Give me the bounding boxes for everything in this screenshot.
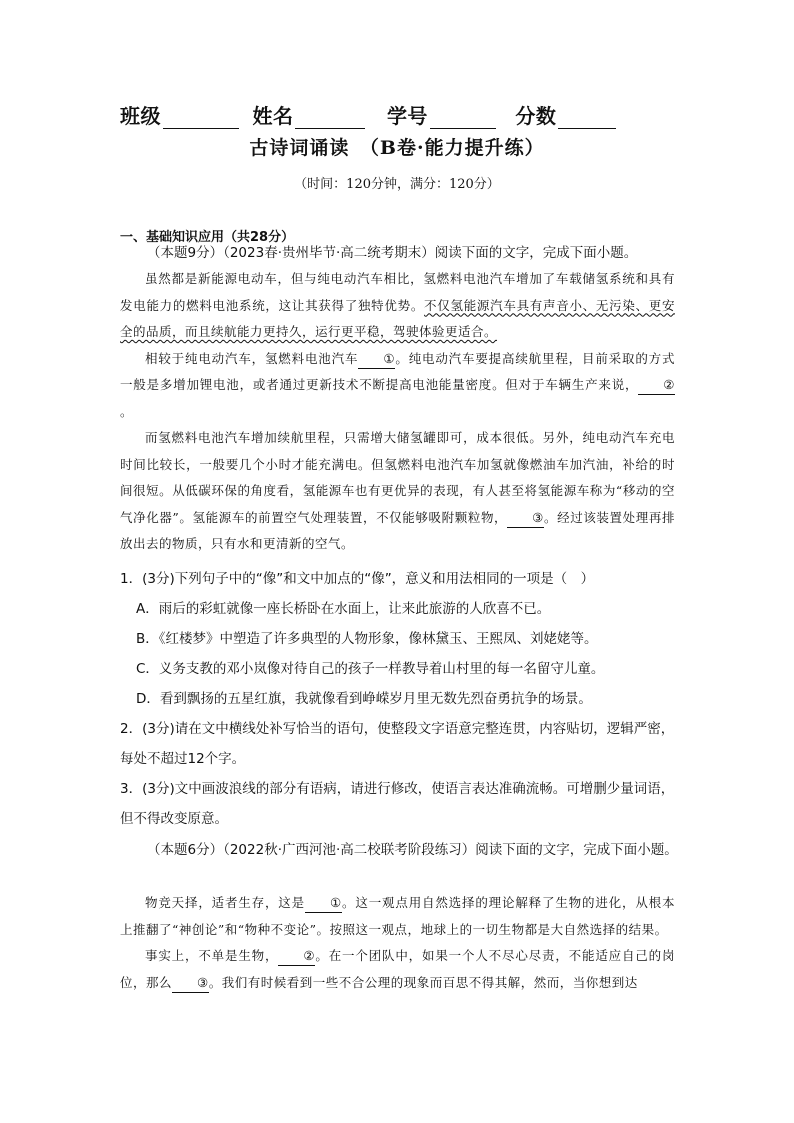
page-subtitle: （时间：120分钟，满分：120分） (294, 177, 500, 192)
fill-blank-2[interactable]: ② (638, 376, 675, 395)
option-b[interactable]: B．《红楼梦》中塑造了许多典型的人物形象，像林黛玉、王熙凤、刘姥姥等。 (136, 631, 598, 647)
option-d[interactable]: D．看到飘扬的五星红旗，我就像看到峥嵘岁月里无数先烈奋勇抗争的场景。 (136, 691, 592, 707)
passage-text: 事实上，不单是生物， (145, 948, 279, 963)
passage-paragraph (120, 890, 675, 943)
fill-blank-1[interactable]: ① (358, 350, 395, 369)
wavy-underlined-text: 不仅氢能源汽车具有声音小、无污染、更安全的品质，而且续航能力更持久，运行更平稳，驾驶体验更适合。 (120, 297, 675, 339)
fill-blank-3[interactable]: ③ (172, 974, 209, 993)
passage-paragraph (120, 425, 675, 558)
question-group-2-intro: （本题6分）（2022秋·广西河池·高二校联考阶段练习）阅读下面的文字，完成下面小题。 (147, 842, 678, 858)
page-title: 古诗词诵读 （B卷·能力提升练） (249, 137, 545, 159)
question-1: 1．(3分)下列句子中的“像”和文中加点的“像”，意义和用法相同的一项是（ ） (120, 571, 595, 587)
passage-paragraph (120, 346, 675, 426)
passage-text: 。 (120, 403, 134, 419)
question-2: 2．(3分)请在文中横线处补写恰当的语句，使整段文字语意完整连贯，内容贴切，逻辑严密，每处不超过12个字。 (120, 721, 675, 767)
question-3: 3．(3分)文中画波浪线的部分有语病，请进行修改，使语言表达准确流畅。可增删少量词语，但不得改变原意。 (120, 781, 675, 827)
passage-text: 而氢燃料电池汽车增加续航里程，只需增大储氢罐即可，成本很低。另外，纯电动汽车充电时间比较长，一般要几个小时才能充满电。但氢燃料电池汽车加氢就像燃油车加汽油，补给的时间很短。从低碳环保的角度看，氢能源车也有更优异的表现，有人甚至将氢能源车称为“移动的空气净化器”。氢能源车的前置空气处理装置，不仅能够吸附颗粒物， (120, 430, 675, 525)
id-label: 学号 (386, 104, 428, 128)
id-blank[interactable] (430, 108, 496, 129)
fill-blank-1[interactable]: ① (305, 894, 342, 913)
passage-text: 。经过该装置处理再排放出去的物质，只有水和更清新的空气。 (120, 509, 675, 551)
questions-list (120, 564, 685, 834)
passage-text: 虽然都是新能源电动车，但与纯电动汽车相比，氢燃料电池汽车增加了车载储氢系统和具有发电能力的燃料电池系统，这让其获得了独特优势。 (120, 271, 675, 313)
name-blank[interactable] (295, 108, 365, 129)
class-label: 班级 (120, 104, 161, 128)
question-group-1-intro: （本题9分）（2023春·贵州毕节·高二统考期末）阅读下面的文字，完成下面小题。 (147, 245, 638, 261)
passage-text: 物竞天择，适者生存，这是 (145, 895, 305, 910)
passage-text: 。在一个团队中，如果一个人不尽心尽责，不能适应自己的岗位，那么 (120, 948, 675, 990)
passage-paragraph (120, 266, 675, 346)
name-label: 姓名 (252, 104, 294, 128)
fill-blank-3[interactable]: ③ (507, 509, 544, 528)
fill-blank-2[interactable]: ② (278, 947, 315, 966)
passage-text: 相较于纯电动汽车，氢燃料电池汽车 (145, 350, 359, 366)
score-label: 分数 (515, 104, 557, 128)
student-info-line (120, 100, 622, 129)
passage-text: 。我们有时候看到一些不合公理的现象而百思不得其解，然而，当你想到达 (208, 974, 638, 990)
passage-paragraph (120, 943, 675, 996)
passage-text: 。这一观点用自然选择的理论解释了生物的进化，从根本上推翻了“神创论”和“物种不变论”。按照这一观点，地球上的一切生物都是大自然选择的结果。 (120, 895, 675, 937)
class-blank[interactable] (163, 108, 239, 129)
passage-1 (120, 266, 675, 558)
passage-2 (120, 890, 675, 996)
section-heading: 一、基础知识应用（共28分） (120, 230, 295, 245)
option-c[interactable]: C．义务支教的邓小岚像对待自己的孩子一样教导着山村里的每一名留守儿童。 (136, 661, 605, 677)
score-blank[interactable] (558, 108, 616, 129)
option-a[interactable]: A．雨后的彩虹就像一座长桥卧在水面上，让来此旅游的人欣喜不已。 (136, 601, 551, 617)
passage-text: 。纯电动汽车要提高续航里程，目前采取的方式一般是多增加锂电池，或者通过更新技术不断提高电池能量密度。但对于车辆生产来说， (120, 350, 675, 392)
